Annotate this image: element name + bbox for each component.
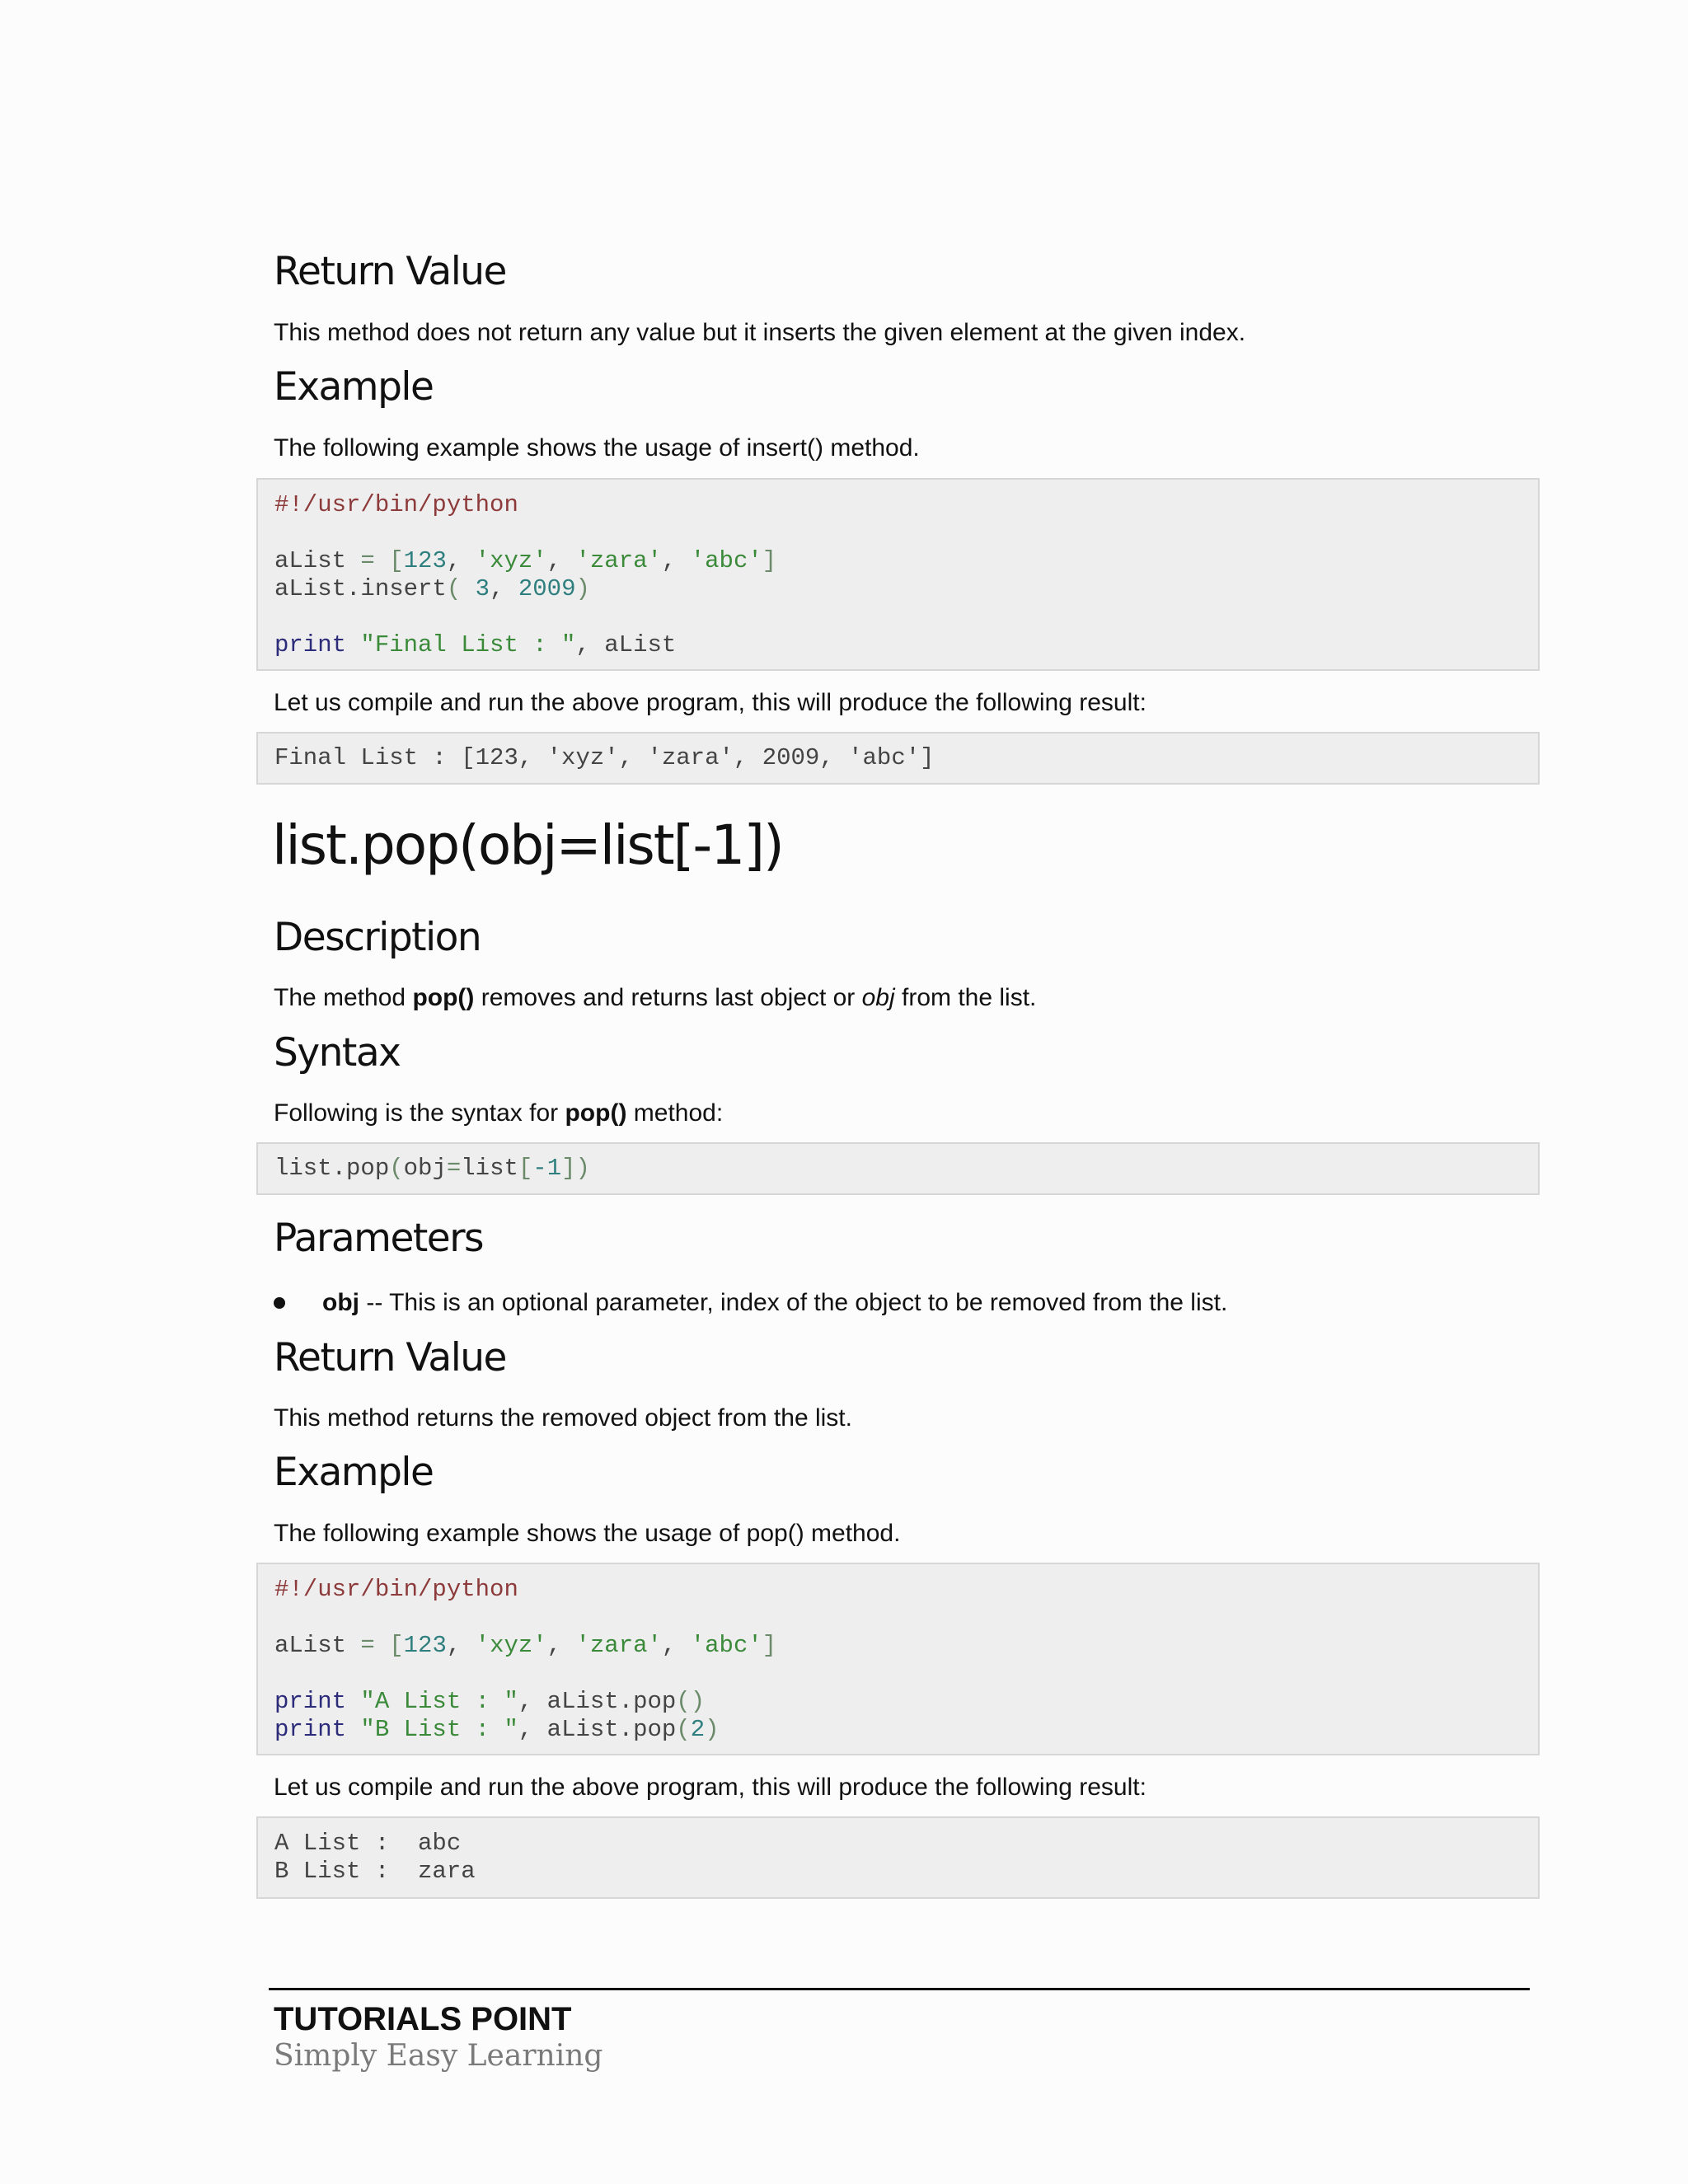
pop-code-block [256, 1563, 1540, 1755]
code-line-blank [274, 1660, 1522, 1688]
pop-parameter-item: obj -- This is an optional parameter, index of the object to be removed from the list. [322, 1289, 1228, 1316]
code-line: aList = [123, 'xyz', 'zara', 'abc'] [274, 1632, 777, 1659]
pop-title: list.pop(obj=list[-1]) [272, 813, 783, 877]
insert-return-heading: Return Value [274, 249, 506, 294]
pop-description-text: The method pop() removes and returns last object or obj from the list. [274, 984, 1037, 1011]
code-line-blank [274, 519, 1522, 547]
pop-return-heading: Return Value [274, 1335, 506, 1380]
code-line-blank [274, 603, 1522, 631]
insert-return-text: This method does not return any value but it inserts the given element at the given index. [274, 319, 1246, 346]
pop-result-intro: Let us compile and run the above program, this will produce the following result: [274, 1774, 1146, 1801]
code-line: #!/usr/bin/python [274, 491, 518, 518]
code-line-blank [274, 1604, 1522, 1632]
pop-example-heading: Example [274, 1450, 434, 1495]
code-line: print "A List : ", aList.pop() [274, 1688, 706, 1715]
footer-divider [269, 1988, 1530, 1990]
pop-example-text: The following example shows the usage of pop() method. [274, 1520, 901, 1547]
pop-syntax-code-block [256, 1142, 1540, 1195]
insert-result-block [256, 732, 1540, 785]
insert-example-text: The following example shows the usage of insert() method. [274, 434, 920, 462]
pop-description-heading: Description [274, 915, 481, 960]
footer-tagline: Simply Easy Learning [274, 2039, 603, 2073]
code-line: aList.insert( 3, 2009) [274, 575, 590, 602]
pop-syntax-text: Following is the syntax for pop() method: [274, 1099, 724, 1127]
code-line: aList = [123, 'xyz', 'zara', 'abc'] [274, 547, 777, 574]
code-line: list.pop(obj=list[-1]) [274, 1155, 590, 1182]
result-line: A List : abc [274, 1830, 462, 1857]
pop-syntax-heading: Syntax [274, 1030, 401, 1076]
result-line: B List : zara [274, 1858, 476, 1885]
code-line: print "Final List : ", aList [274, 631, 677, 658]
insert-result-intro: Let us compile and run the above program, this will produce the following result: [274, 689, 1146, 716]
pop-parameters-heading: Parameters [274, 1216, 484, 1261]
insert-example-heading: Example [274, 364, 434, 410]
pop-result-block [256, 1816, 1540, 1899]
result-line: Final List : [123, 'xyz', 'zara', 2009, 'abc'] [274, 744, 935, 771]
code-line: #!/usr/bin/python [274, 1576, 518, 1603]
code-line: print "B List : ", aList.pop(2) [274, 1716, 720, 1743]
pop-return-text: This method returns the removed object from the list. [274, 1404, 852, 1432]
bullet-icon [274, 1297, 285, 1309]
insert-code-block [256, 478, 1540, 671]
footer-brand: TUTORIALS POINT [274, 2001, 572, 2037]
